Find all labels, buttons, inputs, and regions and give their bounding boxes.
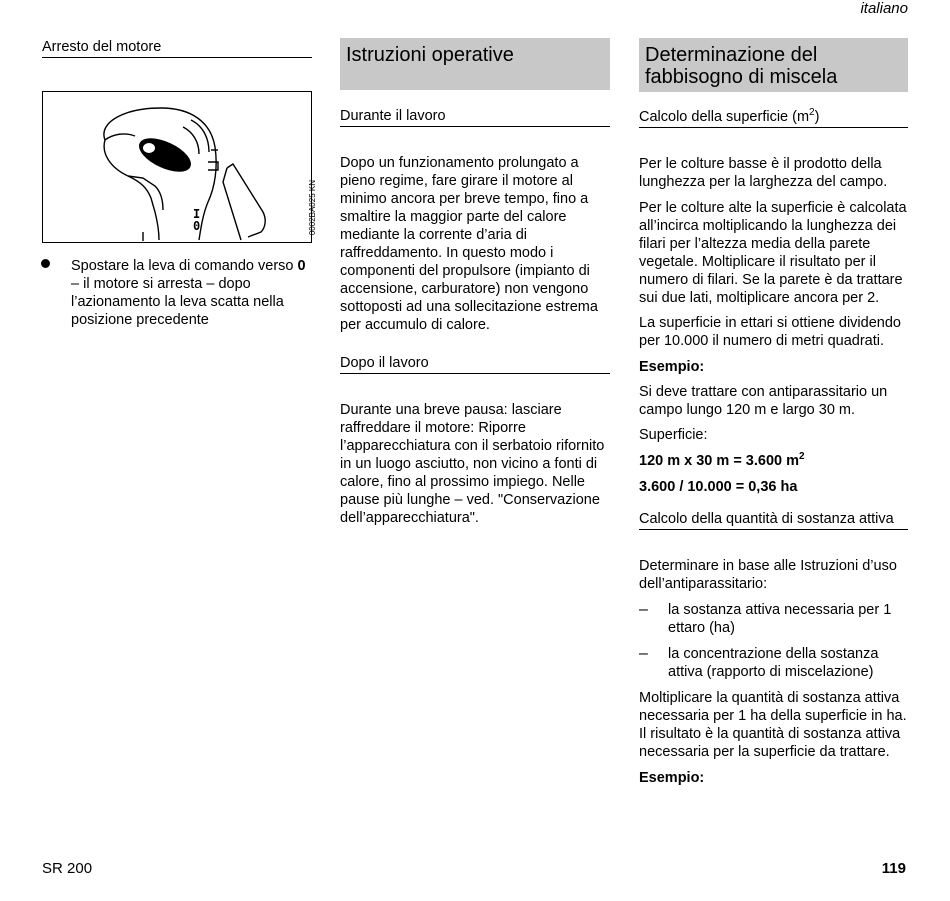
column-mixture-requirement — [639, 38, 908, 787]
bullet-item — [42, 257, 312, 329]
list-item — [639, 645, 908, 681]
title-text: Istruzioni operative — [346, 44, 514, 66]
calc-area — [639, 452, 908, 470]
list-item-text: la concentrazione della sostanza attiva (rapporto di miscelazione) — [668, 646, 879, 680]
paragraph-hectares: La superficie in ettari si ottiene dividendo per 10.000 il numero di metri quadrati. — [639, 315, 901, 349]
paragraph-surface-label: Superficie: — [639, 427, 708, 443]
paragraph-multiply: Moltiplicare la quantità di sostanza attiva necessaria per 1 ha della superficie in ha. Il risultato è la quantità di sostanza attiva necessaria per la superficie da trattare. — [639, 690, 907, 760]
handle-illustration — [43, 92, 311, 241]
list-item — [639, 601, 908, 637]
figure-stop-lever — [42, 91, 317, 243]
bullet-icon — [41, 259, 50, 268]
title-text: Determinazione del fabbisogno di miscela — [645, 44, 838, 88]
section-title-operating — [340, 38, 610, 90]
superscript: 2 — [809, 107, 815, 119]
subheading-during-work: Durante il lavoro — [340, 107, 610, 127]
column-operating-instructions — [340, 38, 610, 527]
calc-area-text: 120 m x 30 m = 3.600 m — [639, 453, 800, 469]
subheading-after-work: Dopo il lavoro — [340, 354, 610, 374]
example-heading-1: Esempio: — [639, 359, 705, 375]
dash-marker: – — [639, 645, 648, 662]
paragraph-example-field: Si deve trattare con antiparassitario un campo lungo 120 m e largo 30 m. — [639, 384, 888, 418]
lever-label-0: 0 — [193, 219, 201, 233]
section-heading-engine-stop: Arresto del motore — [42, 38, 312, 58]
example-heading-2: Esempio: — [639, 770, 705, 786]
language-label: italiano — [860, 0, 908, 17]
paragraph-during-work: Dopo un funzionamento prolungato a pieno regime, fare girare il motore al minimo ancora per breve tempo, fino a smaltire la maggior parte del calore mediante la corrente d’aria di raffreddamento. In questo modo i componenti del propulsore (impianto di accensione, carburatore) non vengono sottoposti ad una sollecitazione estrema per accumulo di calore. — [340, 155, 598, 333]
paragraph-high-crops: Per le colture alte la superficie è calcolata all’incirca moltiplicando la lunghezza dei filari per l’altezza media della parete vegetale. Moltiplicare il risultato per il numero di filari. Se la parete è da trattare sui due lati, moltiplicare ancora per 2. — [639, 200, 907, 306]
subheading-text: Calcolo della superficie (m — [639, 109, 810, 125]
figure-code: 0002BA025 KN — [308, 180, 317, 236]
bullet-text-suffix: – il motore si arresta – dopo l’azionamento la leva scatta nella posizione precedente — [71, 276, 284, 328]
paragraph-after-work: Durante una breve pausa: lasciare raffreddare il motore: Riporre l’apparecchiatura con il serbatoio rifornito in un luogo asciutto, non vicino a fonti di calore, fino al prossimo impiego. Nelle pause più lunghe – ved. "Conservazione dell’apparecchiatura". — [340, 402, 605, 526]
subheading-active-substance: Calcolo della quantità di sostanza attiva — [639, 510, 908, 530]
subheading-end: ) — [814, 109, 820, 125]
subheading-area-calc — [639, 108, 908, 128]
bullet-zero: 0 — [297, 258, 306, 274]
superscript: 2 — [799, 451, 805, 463]
model-name: SR 200 — [42, 860, 93, 877]
list-item-text: la sostanza attiva necessaria per 1 ettaro (ha) — [668, 602, 892, 636]
paragraph-determine: Determinare in base alle Istruzioni d’uso dell’antiparassitario: — [639, 558, 897, 592]
lever-label-i: I — [193, 207, 201, 221]
bullet-text-prefix: Spostare la leva di comando verso — [71, 258, 298, 274]
dash-marker: – — [639, 601, 648, 618]
page-number: 119 — [881, 860, 906, 877]
paragraph-low-crops: Per le colture basse è il prodotto della lunghezza per la larghezza del campo. — [639, 156, 888, 190]
calc-hectares: 3.600 / 10.000 = 0,36 ha — [639, 479, 798, 495]
section-title-mixture — [639, 38, 908, 92]
column-engine-stop — [42, 38, 317, 329]
